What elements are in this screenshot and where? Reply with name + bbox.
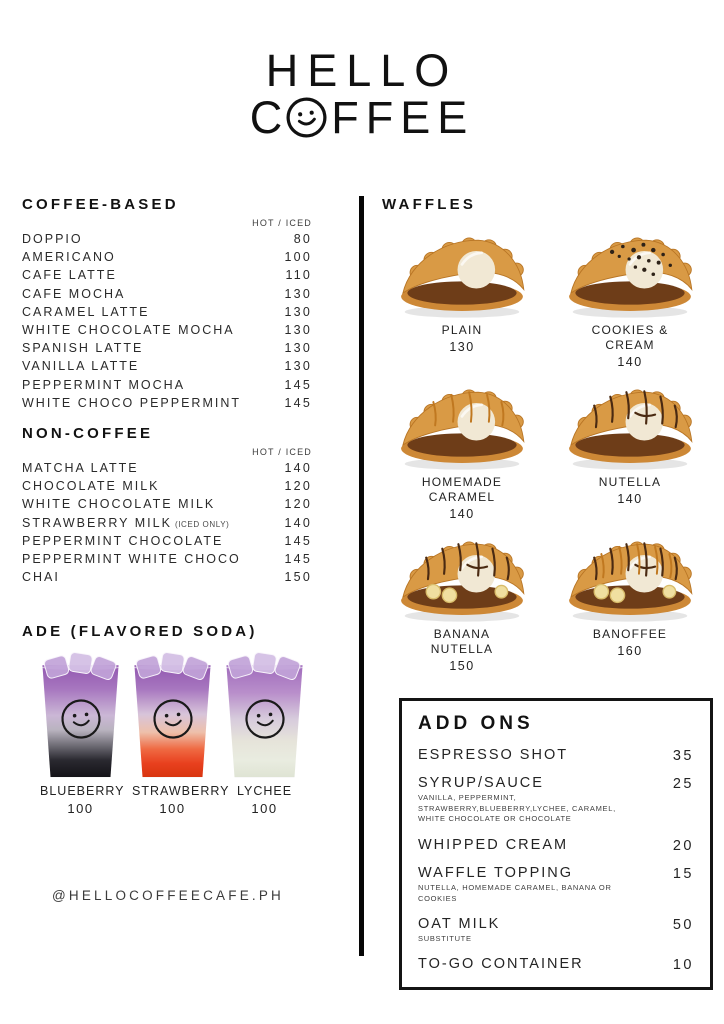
menu-item-row	[22, 266, 314, 284]
menu-item-price: 130	[284, 323, 312, 338]
menu-item-label	[22, 570, 60, 584]
menu-item-row	[22, 285, 314, 303]
add-on-row	[418, 956, 694, 973]
drink-cup-image	[224, 659, 305, 777]
menu-item-price: 145	[284, 533, 312, 548]
waffle-image	[386, 377, 538, 471]
menu-item-name: PEPPERMINT MOCHA	[22, 377, 186, 392]
ice-cream-scoop	[458, 555, 496, 593]
add-on-name: WHIPPED CREAM	[418, 836, 569, 853]
menu-item-name: AMERICANO	[22, 250, 116, 265]
menu-item-price: 145	[284, 551, 312, 566]
menu-item-price: 130	[284, 359, 312, 374]
menu-item-price: 140	[284, 515, 312, 530]
add-on-note: SUBSTITUTE	[418, 933, 472, 943]
add-on-price: 25	[672, 776, 694, 792]
menu-item-name: CAFE MOCHA	[22, 286, 126, 301]
menu-item-name: MATCHA LATTE	[22, 460, 139, 475]
section-title-ade: ADE (FLAVORED SODA)	[22, 623, 258, 641]
menu-item-name: CAFE LATTE	[22, 268, 117, 283]
waffle-card	[550, 225, 710, 377]
waffle-item-price: 130	[449, 340, 475, 354]
menu-item-row	[22, 394, 314, 412]
menu-item-label	[22, 516, 229, 530]
menu-item-name: WHITE CHOCOLATE MOCHA	[22, 323, 235, 338]
waffle-caption	[550, 627, 710, 658]
ade-cup-card	[224, 659, 305, 816]
ice-cream-scoop	[626, 403, 664, 441]
waffle-item-price: 160	[617, 644, 643, 658]
ade-caption	[132, 784, 230, 817]
menu-item-row	[22, 230, 314, 248]
menu-item-name: CHOCOLATE MILK	[22, 479, 160, 494]
ade-item-name: STRAWBERRY	[132, 784, 230, 799]
menu-item-row	[22, 357, 314, 375]
add-on-row	[418, 837, 694, 854]
menu-item-row	[22, 477, 314, 495]
section-title-add-ons: ADD ONS	[418, 713, 534, 734]
right-column	[382, 196, 710, 974]
menu-item-price: 120	[284, 497, 312, 512]
logo-letter-c: C	[249, 92, 290, 143]
waffle-image	[386, 529, 538, 623]
waffle-image	[554, 377, 706, 471]
add-on-row	[418, 916, 694, 945]
add-on-name: WAFFLE TOPPING	[418, 865, 574, 882]
waffle-caption	[382, 323, 542, 354]
add-on-price: 50	[672, 917, 694, 934]
menu-item-price: 130	[284, 341, 312, 356]
section-waffles	[382, 196, 710, 681]
logo-letters-ffee: FFEE	[331, 92, 475, 143]
add-on-row	[418, 747, 694, 764]
brand-logo	[0, 45, 724, 143]
waffle-card	[382, 377, 542, 529]
menu-item-label	[22, 534, 223, 548]
menu-item-name: PEPPERMINT CHOCOLATE	[22, 533, 224, 548]
ade-cup-card	[40, 659, 125, 817]
waffle-item-name: BANANA NUTELLA	[430, 627, 494, 656]
ade-item-price: 100	[67, 801, 94, 817]
logo-word-hello: HELLO	[265, 45, 459, 96]
add-on-name: ESPRESSO SHOT	[418, 746, 569, 763]
menu-item-name: VANILLA LATTE	[22, 359, 140, 374]
waffle-item-name: NUTELLA	[598, 475, 662, 489]
add-on-note: VANILLA, PEPPERMINT, STRAWBERRY,BLUEBERRY,LYCHEE, CARAMEL, WHITE CHOCOLATE OR CHOCOLATE	[418, 792, 616, 824]
waffle-image	[554, 529, 706, 623]
waffle-item-name: HOMEMADE CARAMEL	[421, 475, 503, 504]
menu-item-row	[22, 339, 314, 357]
non-coffee-list	[22, 459, 314, 586]
menu-item-name: WHITE CHOCOLATE MILK	[22, 497, 216, 512]
waffle-card	[382, 529, 542, 681]
menu-item-name: SPANISH LATTE	[22, 341, 144, 356]
waffle-caption	[550, 323, 710, 369]
menu-item-price: 120	[284, 479, 312, 494]
waffle-card	[550, 377, 710, 529]
add-on-label	[418, 775, 643, 825]
section-ade	[22, 623, 314, 816]
smiley-face-icon	[240, 695, 288, 743]
waffle-card	[382, 225, 542, 377]
menu-item-price: 130	[284, 304, 312, 319]
add-on-label	[418, 837, 568, 854]
add-on-price: 10	[672, 957, 694, 974]
menu-item-price: 145	[284, 395, 312, 410]
menu-item-price: 100	[284, 250, 312, 265]
ade-caption	[224, 784, 305, 816]
menu-item-name: DOPPIO	[22, 232, 83, 247]
menu-item-price: 110	[285, 268, 312, 283]
menu-item-label	[22, 497, 215, 511]
add-on-name: SYRUP/SAUCE	[418, 775, 544, 791]
price-column-header: HOT / ICED	[252, 446, 312, 457]
ade-caption	[40, 784, 125, 817]
price-column-header: HOT / ICED	[252, 218, 312, 228]
waffle-item-name: BANOFFEE	[592, 627, 668, 641]
add-on-note: NUTELLA, HOMEMADE CARAMEL, BANANA OR COOKIES	[418, 882, 612, 903]
add-on-price: 15	[672, 866, 694, 883]
menu-item-note: (ICED ONLY)	[174, 519, 230, 529]
logo-word-coffee	[0, 92, 724, 143]
ade-item-name: LYCHEE	[236, 784, 293, 799]
waffle-item-price: 140	[617, 492, 643, 506]
add-on-name: TO-GO CONTAINER	[418, 956, 584, 973]
add-on-label	[418, 916, 500, 945]
menu-item-label	[22, 479, 160, 493]
section-title-non-coffee: NON-COFFEE	[22, 424, 154, 442]
drink-cup-image	[132, 659, 213, 777]
section-add-ons	[399, 698, 713, 990]
menu-item-row	[22, 550, 314, 568]
menu-item-price: 145	[284, 377, 312, 392]
waffle-caption	[382, 475, 542, 521]
ade-item-name: BLUEBERRY	[40, 784, 125, 799]
column-divider	[359, 196, 364, 956]
menu-item-price: 150	[284, 570, 312, 585]
section-coffee-based	[22, 196, 314, 412]
coffee-based-list	[22, 230, 314, 412]
ade-item-price: 100	[251, 801, 278, 817]
menu-item-row	[22, 495, 314, 513]
add-on-row	[418, 865, 694, 904]
add-on-row	[418, 775, 694, 825]
section-title-coffee-based: COFFEE-BASED	[22, 196, 179, 213]
waffle-image	[554, 225, 706, 319]
menu-item-name: CARAMEL LATTE	[22, 304, 150, 319]
left-column	[22, 196, 314, 903]
waffle-caption	[550, 475, 710, 506]
add-on-name: OAT MILK	[418, 916, 501, 933]
waffle-image	[386, 225, 538, 319]
smiley-face-icon	[148, 695, 196, 743]
menu-item-name: STRAWBERRY MILK	[22, 515, 172, 530]
waffle-item-price: 150	[449, 659, 475, 673]
ice-cream-scoop	[458, 251, 496, 289]
menu-item-label	[22, 552, 241, 566]
menu-item-row	[22, 568, 314, 586]
menu-item-name: WHITE CHOCO PEPPERMINT	[22, 395, 242, 410]
add-on-price: 35	[672, 747, 694, 764]
smiley-face-icon	[56, 695, 104, 743]
menu-item-price: 140	[284, 460, 312, 475]
menu-item-row	[22, 532, 314, 550]
menu-item-row	[22, 321, 314, 339]
menu-item-price: 80	[293, 232, 312, 247]
menu-item-label	[22, 461, 139, 475]
waffle-caption	[382, 627, 542, 673]
menu-item-row	[22, 303, 314, 321]
ade-cups-row	[22, 659, 314, 816]
add-on-label	[418, 865, 643, 904]
waffle-item-name: PLAIN	[441, 323, 483, 337]
waffle-item-name: COOKIES & CREAM	[591, 323, 669, 352]
waffle-card	[550, 529, 710, 681]
menu-item-price: 130	[284, 286, 312, 301]
ade-item-price: 100	[159, 801, 186, 817]
section-title-waffles: WAFFLES	[382, 196, 477, 213]
section-non-coffee	[22, 425, 314, 586]
drink-cup-image	[40, 659, 121, 777]
menu-item-row	[22, 459, 314, 477]
waffle-item-price: 140	[617, 355, 643, 369]
smiley-face-icon	[282, 93, 331, 142]
menu-item-name: PEPPERMINT WHITE CHOCO	[22, 551, 241, 566]
add-on-label	[418, 747, 568, 764]
add-on-price: 20	[672, 837, 694, 854]
waffle-item-price: 140	[449, 507, 475, 521]
menu-item-name: CHAI	[22, 570, 60, 585]
ade-cup-card	[132, 659, 230, 817]
add-on-label	[418, 956, 584, 973]
menu-item-row	[22, 376, 314, 394]
social-handle: @HELLOCOFFEECAFE.PH	[51, 888, 285, 903]
menu-item-row	[22, 248, 314, 266]
menu-item-row	[22, 513, 314, 531]
add-ons-list	[418, 747, 694, 974]
waffles-grid	[382, 225, 710, 681]
